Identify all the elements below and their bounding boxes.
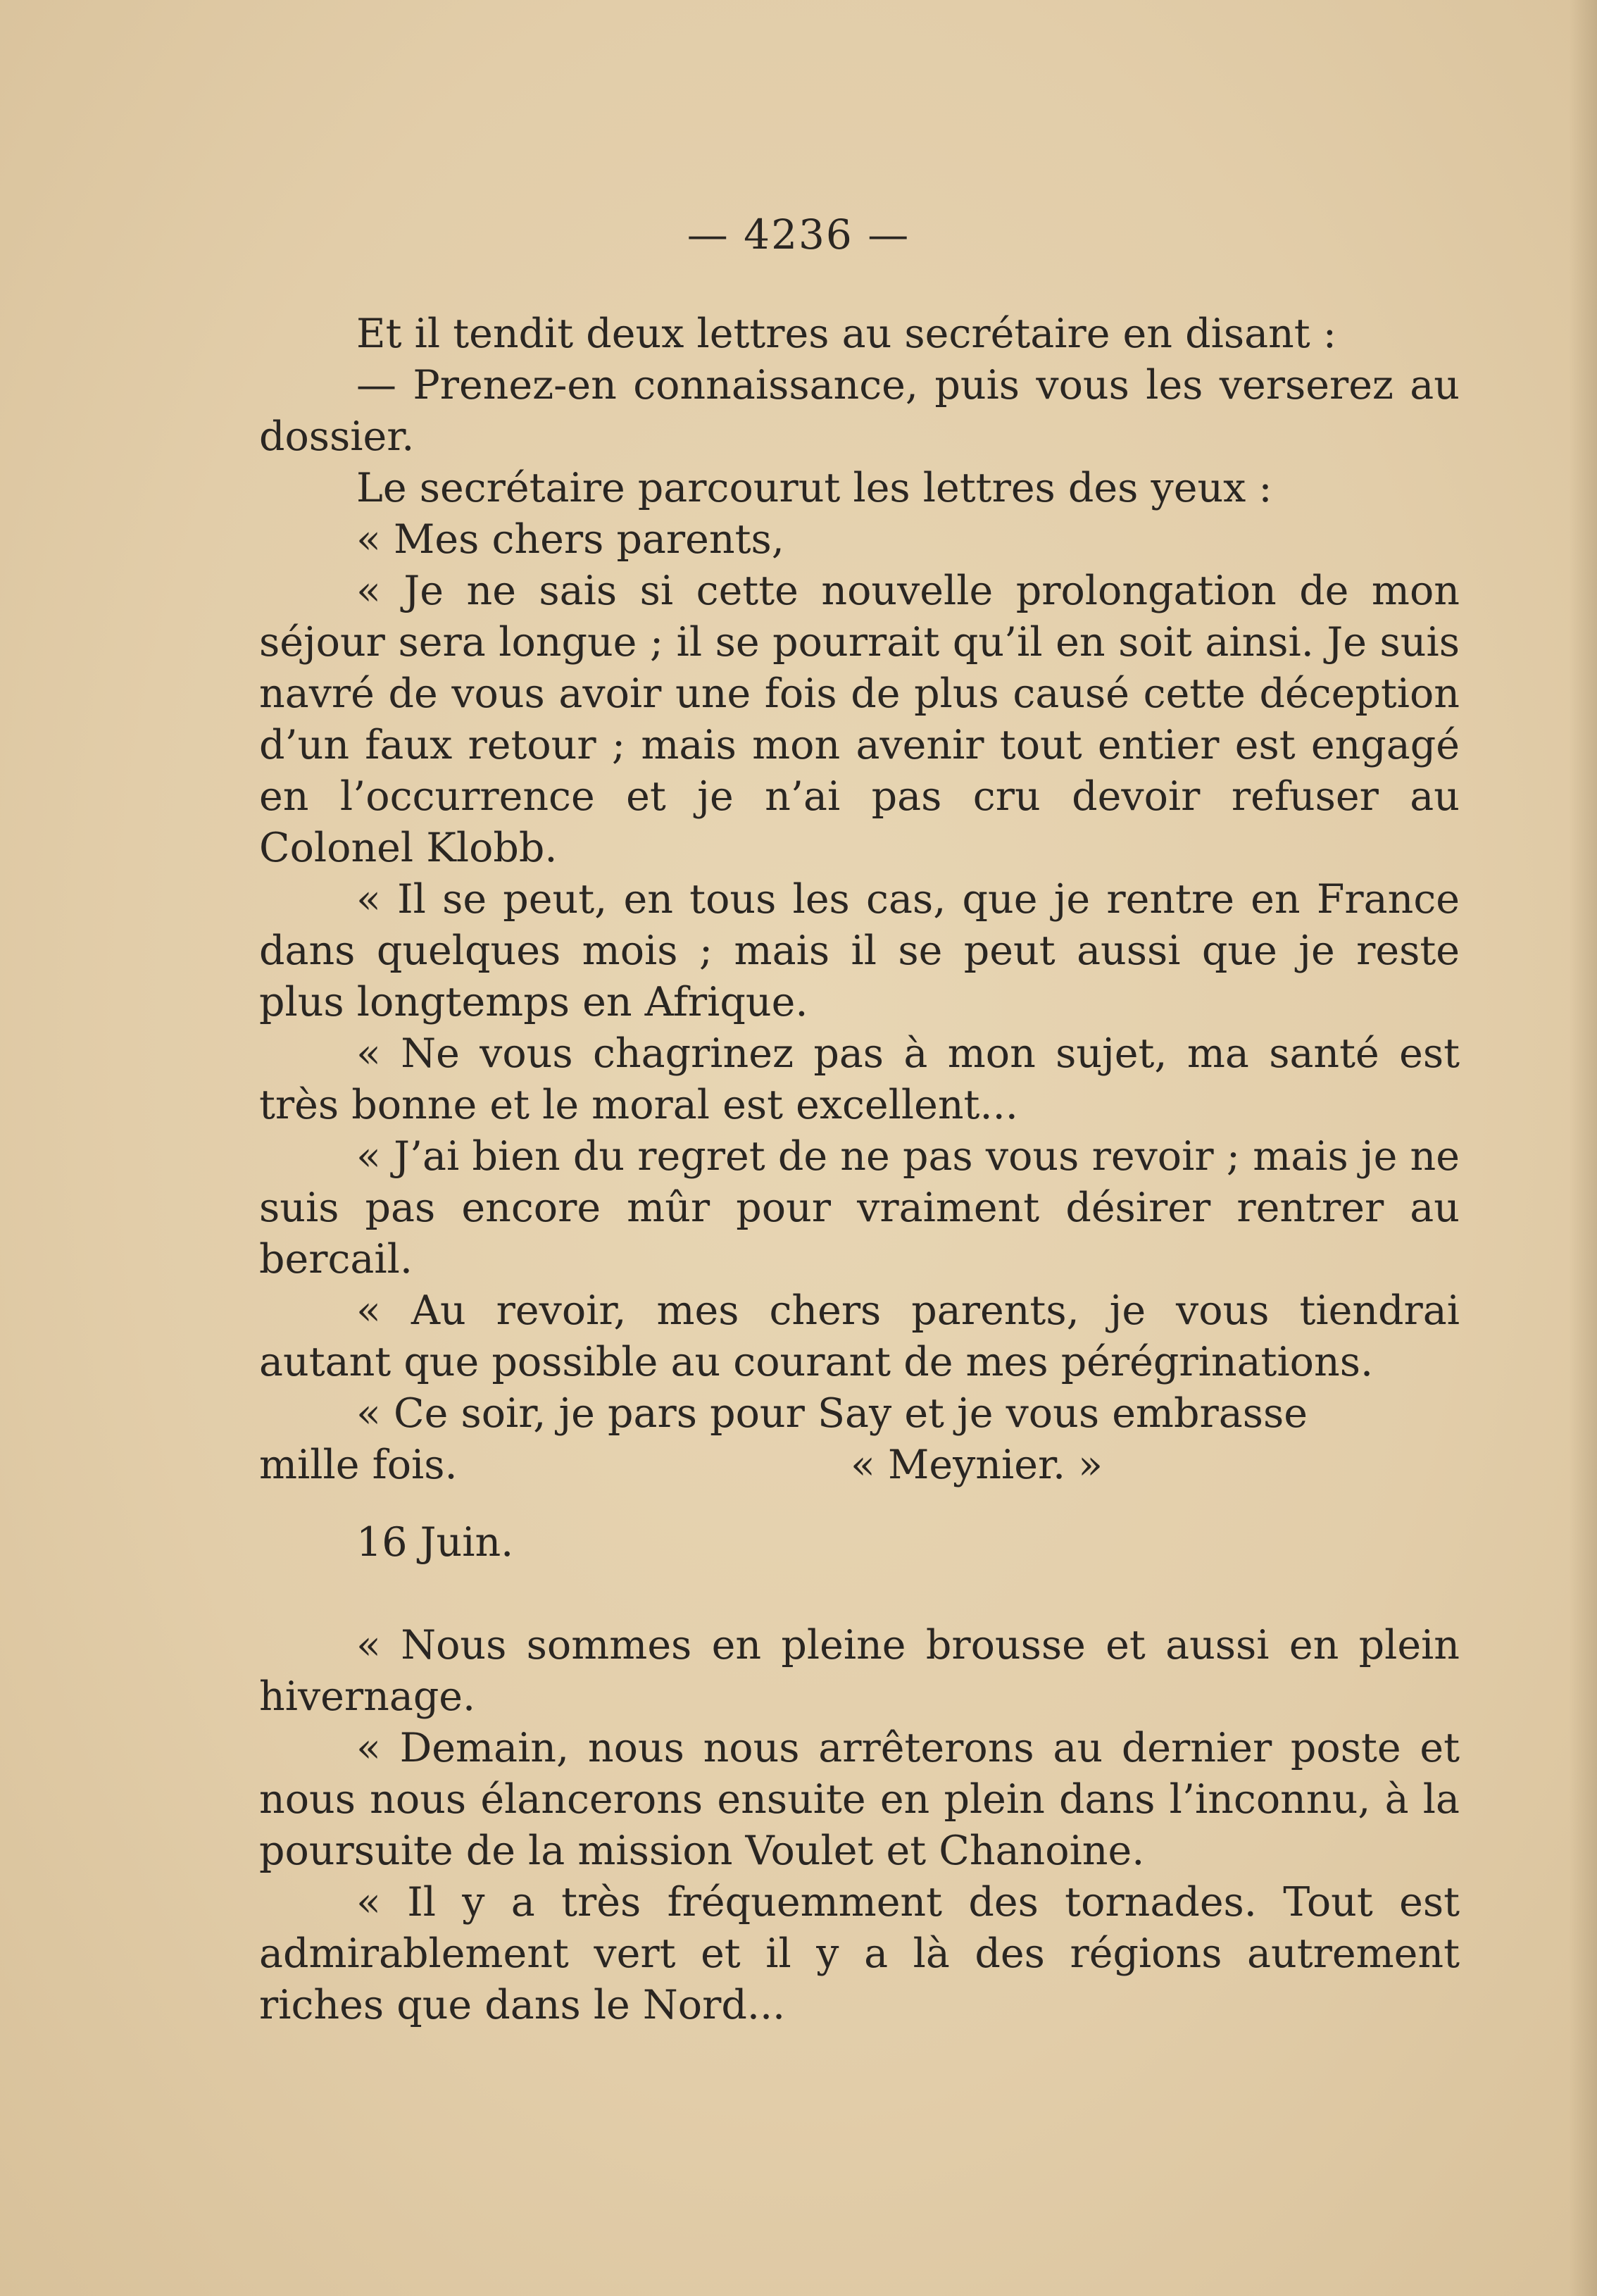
letter-paragraph: « Demain, nous nous arrêterons au dernier poste et nous nous élancerons ensuite en plein dans l’inconnu, à la poursuite de la mission Voulet et Chanoine. xyxy=(259,1725,1460,1874)
letter-paragraph: « Ce soir, je pars pour Say et je vous embrasse xyxy=(356,1390,1308,1437)
paragraph: Et il tendit deux lettres au secrétaire en disant : xyxy=(356,311,1336,357)
signature: « Meynier. » xyxy=(851,1442,1103,1488)
page-number: — 4236 — xyxy=(687,211,910,258)
letter-paragraph: « Au revoir, mes chers parents, je vous tiendrai autant que possible au courant de mes pérégrinations. xyxy=(259,1287,1460,1385)
letter-paragraph: « Nous sommes en pleine brousse et aussi en plein hivernage. xyxy=(259,1622,1460,1720)
paragraph: Le secrétaire parcourut les lettres des yeux : xyxy=(356,465,1272,511)
letter-paragraph: « Ne vous chagrinez pas à mon sujet, ma santé est très bonne et le moral est excellent... xyxy=(259,1030,1460,1128)
letter-salutation: « Mes chers parents, xyxy=(356,516,784,563)
closing-text: mille fois. xyxy=(259,1442,458,1488)
letter-paragraph: « J’ai bien du regret de ne pas vous revoir ; mais je ne suis pas encore mûr pour vraiment désirer rentrer au bercail. xyxy=(259,1133,1460,1283)
letter-paragraph: « Il y a très fréquemment des tornades. Tout est admirablement vert et il y a là des régions autrement riches que dans le Nord... xyxy=(259,1879,1460,2028)
page-edge-shadow xyxy=(1569,0,1597,2296)
letter-paragraph: « Je ne sais si cette nouvelle prolongation de mon séjour sera longue ; il se pourrait qu’il en soit ainsi. Je suis navré de vous avoir une fois de plus causé cette déception d’un faux retour ; mais mon avenir tout entier est engagé en l’occurrence et je n’ai pas cru devoir refuser au Colonel Klobb. xyxy=(259,568,1460,871)
letter-closing xyxy=(259,1440,1460,1491)
date-heading: 16 Juin. xyxy=(356,1519,514,1566)
page-body xyxy=(259,308,1460,2031)
letter-paragraph: « Il se peut, en tous les cas, que je rentre en France dans quelques mois ; mais il se peut aussi que je reste plus longtemps en Afrique. xyxy=(259,876,1460,1025)
paragraph: — Prenez-en connaissance, puis vous les verserez au dossier. xyxy=(259,362,1460,460)
